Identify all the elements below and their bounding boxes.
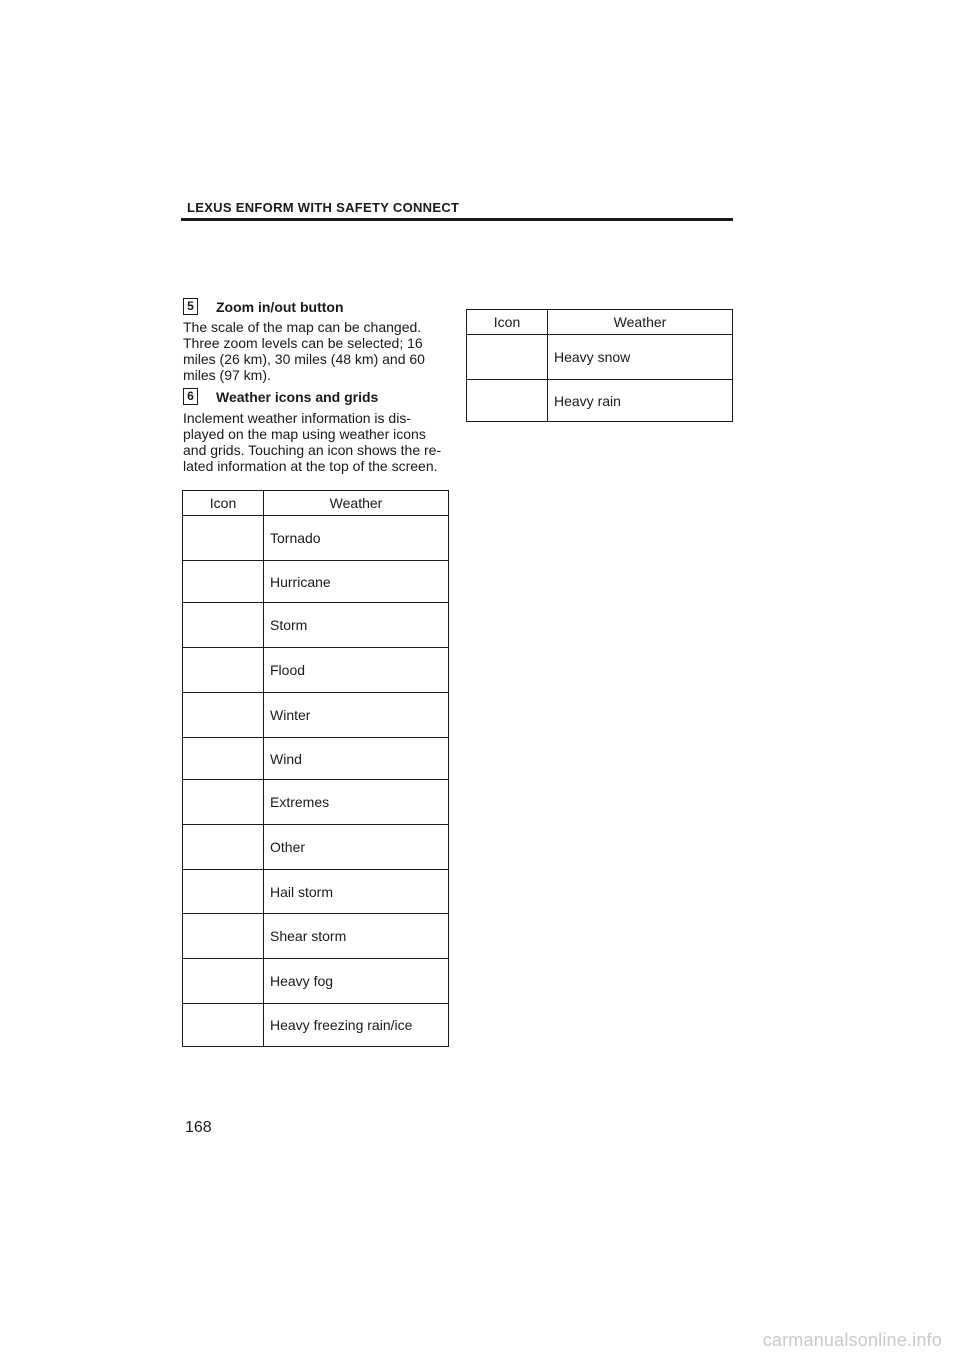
table-row [183, 959, 449, 1004]
weather-name: Storm [264, 603, 449, 648]
paragraph-line: Three zoom levels can be selected; 16 [183, 335, 423, 351]
table-row [183, 693, 449, 738]
weather-name: Flood [264, 648, 449, 693]
header-title: LEXUS ENFORM WITH SAFETY CONNECT [187, 200, 460, 215]
table-row [183, 738, 449, 780]
section-heading-weather [183, 388, 378, 405]
heavy-rain-icon [467, 380, 548, 422]
flood-icon [183, 648, 264, 693]
hail-storm-icon [183, 870, 264, 914]
paragraph-line: lated information at the top of the screen. [183, 458, 438, 474]
table-row [183, 914, 449, 959]
weather-name: Heavy fog [264, 959, 449, 1004]
table-row [467, 335, 733, 380]
table-header-row [467, 310, 733, 335]
section-heading-text: Zoom in/out button [216, 298, 344, 315]
weather-icon-table [182, 490, 449, 1047]
watermark: carmanualsonline.info [762, 1330, 942, 1350]
table-row [467, 380, 733, 422]
column-header-weather: Weather [264, 491, 449, 516]
column-header-icon: Icon [467, 310, 548, 335]
heavy-fog-icon [183, 959, 264, 1004]
weather-name: Other [264, 825, 449, 870]
table-row [183, 603, 449, 648]
table-row [183, 780, 449, 825]
section-number-badge: 6 [183, 388, 198, 405]
weather-name: Extremes [264, 780, 449, 825]
paragraph-line: Inclement weather information is dis- [183, 410, 411, 426]
table-row [183, 870, 449, 914]
table-row [183, 561, 449, 603]
tornado-icon [183, 516, 264, 561]
paragraph-line: The scale of the map can be changed. [183, 319, 422, 335]
weather-name: Shear storm [264, 914, 449, 959]
storm-icon [183, 603, 264, 648]
section-heading-zoom [183, 298, 344, 315]
paragraph-line: played on the map using weather icons [183, 426, 426, 442]
extremes-icon [183, 780, 264, 825]
weather-name: Winter [264, 693, 449, 738]
wind-icon [183, 738, 264, 780]
weather-name: Hail storm [264, 870, 449, 914]
section-heading-text: Weather icons and grids [216, 388, 379, 405]
table-row [183, 516, 449, 561]
header-rule [181, 218, 733, 221]
weather-name: Heavy rain [548, 380, 733, 422]
paragraph-line: and grids. Touching an icon shows the re- [183, 442, 442, 458]
table-row [183, 1004, 449, 1047]
freezing-rain-icon [183, 1004, 264, 1047]
weather-description [183, 410, 448, 474]
paragraph-line: miles (26 km), 30 miles (48 km) and 60 [183, 351, 425, 367]
weather-name: Heavy snow [548, 335, 733, 380]
weather-name: Heavy freezing rain/ice [264, 1004, 449, 1047]
weather-name: Tornado [264, 516, 449, 561]
table-row [183, 648, 449, 693]
column-header-weather: Weather [548, 310, 733, 335]
paragraph-line: miles (97 km). [183, 367, 271, 383]
section-number-badge: 5 [183, 298, 198, 315]
winter-icon [183, 693, 264, 738]
table-header-row [183, 491, 449, 516]
table-row [183, 825, 449, 870]
heavy-snow-icon [467, 335, 548, 380]
page-number: 168 [185, 1119, 212, 1136]
shear-storm-icon [183, 914, 264, 959]
weather-icon-table-continued [466, 309, 733, 422]
hurricane-icon [183, 561, 264, 603]
weather-name: Wind [264, 738, 449, 780]
other-weather-icon [183, 825, 264, 870]
weather-name: Hurricane [264, 561, 449, 603]
column-header-icon: Icon [183, 491, 264, 516]
zoom-description [183, 319, 448, 383]
